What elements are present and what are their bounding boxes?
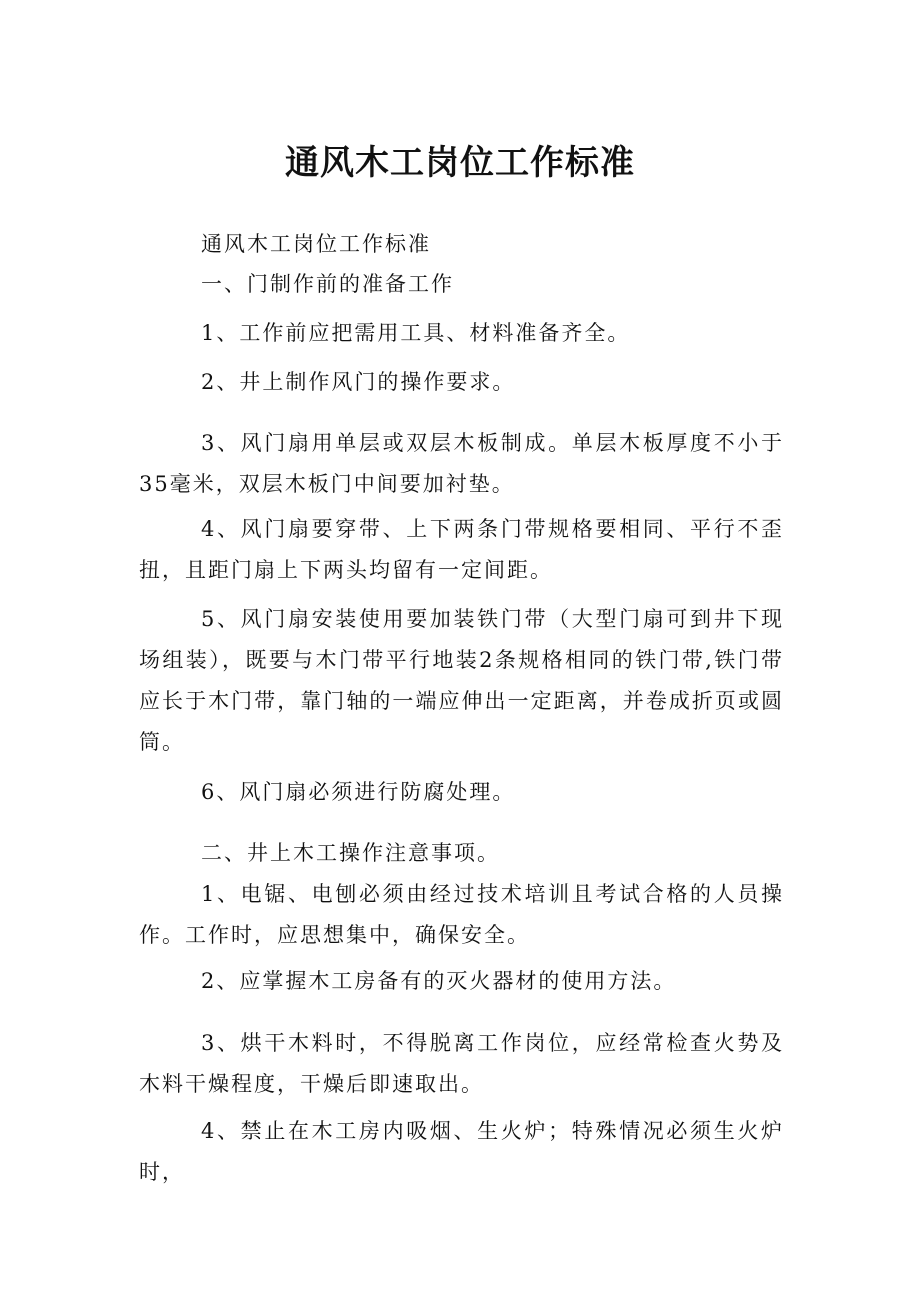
- section-heading-2: 二、井上木工操作注意事项。: [201, 841, 500, 865]
- paragraph-item-2: 2、井上制作风门的操作要求。: [201, 370, 516, 394]
- paragraph-item-4: 4、风门扇要穿带、上下两条门带规格要相同、平行不歪扭，且距门扇上下两头均留有一定间距。: [139, 517, 784, 582]
- document-title: 通风木工岗位工作标准: [285, 142, 635, 183]
- paragraph-item-3: 3、风门扇用单层或双层木板制成。单层木板厚度不小于35毫米，双层木板门中间要加衬垫。: [139, 431, 784, 496]
- paragraph-item-1: 1、工作前应把需用工具、材料准备齐全。: [201, 321, 631, 345]
- paragraph-item-2-3: 3、烘干木料时，不得脱离工作岗位，应经常检查火势及木料干燥程度，干燥后即速取出。: [139, 1031, 784, 1096]
- paragraph-item-5: 5、风门扇安装使用要加装铁门带（大型门扇可到井下现场组装），既要与木门带平行地装2条规格相同的铁门带,铁门带应长于木门带，靠门轴的一端应伸出一定距离，并卷成折页或圆筒。: [139, 607, 784, 754]
- section-heading-1: 一、门制作前的准备工作: [201, 272, 454, 296]
- paragraph-item-2-2: 2、应掌握木工房备有的灭火器材的使用方法。: [201, 969, 677, 993]
- paragraph-subtitle: 通风木工岗位工作标准: [201, 232, 431, 256]
- paragraph-item-6: 6、风门扇必须进行防腐处理。: [201, 780, 516, 804]
- paragraph-item-2-4: 4、禁止在木工房内吸烟、生火炉；特殊情况必须生火炉时，: [139, 1119, 784, 1184]
- paragraph-item-2-1: 1、电锯、电刨必须由经过技术培训且考试合格的人员操作。工作时，应思想集中，确保安全。: [139, 882, 784, 947]
